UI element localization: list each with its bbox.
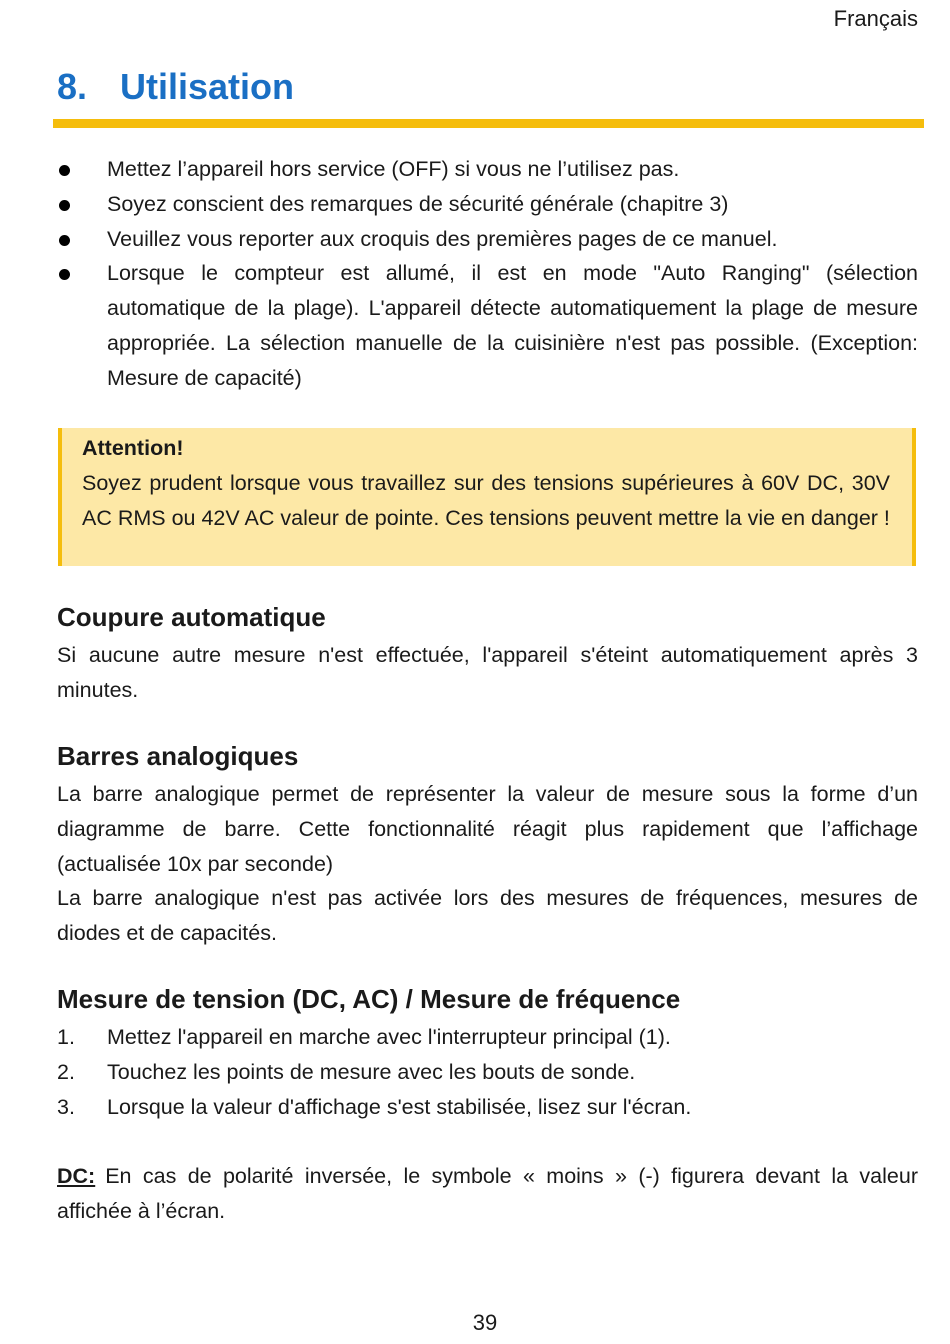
analog-bars-text-2: La barre analogique n'est pas activée lors des mesures de fréquences, mesures de diodes et de capacités. <box>57 886 918 946</box>
step-number: 3. <box>57 1094 75 1119</box>
voltage-heading: Mesure de tension (DC, AC) / Mesure de fréquence <box>57 984 681 1014</box>
title-underline <box>53 119 924 128</box>
chapter-title-text: Utilisation <box>120 66 295 107</box>
list-item <box>57 256 918 395</box>
step-number: 1. <box>57 1025 75 1049</box>
warning-box <box>58 428 916 566</box>
dc-note-paragraph <box>57 1159 918 1229</box>
analog-bars-heading: Barres analogiques <box>57 741 299 771</box>
usage-bullet-list <box>57 152 918 396</box>
warning-text: Soyez prudent lorsque vous travaillez sur des tensions supérieures à 60V DC, 30V AC RMS ou 42V AC valeur de pointe. Ces tensions peuvent mettre la vie en danger ! <box>82 470 890 530</box>
language-label: Français <box>833 6 918 31</box>
dc-label: DC: <box>57 1164 96 1188</box>
dc-note <box>57 1159 918 1229</box>
list-item-text: Soyez conscient des remarques de sécurité générale (chapitre 3) <box>107 191 729 216</box>
bullet-icon <box>59 235 70 246</box>
dc-note-text: En cas de polarité inversée, le symbole « moins » (-) figurera devant la valeur affichée à l’écran. <box>57 1164 918 1223</box>
list-item-text: Lorsque le compteur est allumé, il est en mode "Auto Ranging" (sélection automatique de la plage). L'appareil détecte automatiquement la plage de mesure appropriée. La sélection manuelle de la cuisinière n'est pas possible. (Exception: Mesure de capacité) <box>107 261 918 390</box>
analog-bars-section <box>57 777 918 951</box>
list-item <box>57 187 918 222</box>
bullet-icon <box>59 200 70 211</box>
list-item <box>57 1055 918 1090</box>
analog-bars-text-1: La barre analogique permet de représenter la valeur de mesure sous la forme d’un diagramme de barre. Cette fonctionnalité réagit plus rapidement que l’affichage (actualisée 10x par seconde) <box>57 782 918 876</box>
auto-off-heading: Coupure automatique <box>57 602 326 632</box>
list-item-text: Mettez l’appareil hors service (OFF) si vous ne l’utilisez pas. <box>107 157 680 181</box>
voltage-steps-list <box>57 1020 918 1124</box>
list-item <box>57 1090 918 1125</box>
chapter-title <box>57 66 294 108</box>
step-text: Lorsque la valeur d'affichage s'est stabilisée, lisez sur l'écran. <box>107 1094 692 1119</box>
auto-off-section <box>57 638 918 708</box>
list-item <box>57 152 918 187</box>
list-item <box>57 222 918 257</box>
page-number: 39 <box>472 1310 498 1335</box>
chapter-number: 8. <box>57 66 88 107</box>
auto-off-text: Si aucune autre mesure n'est effectuée, l'appareil s'éteint automatiquement après 3 minutes. <box>57 643 918 702</box>
step-text: Mettez l'appareil en marche avec l'interrupteur principal (1). <box>107 1025 671 1049</box>
step-text: Touchez les points de mesure avec les bouts de sonde. <box>107 1059 636 1084</box>
bullet-icon <box>59 165 70 176</box>
list-item <box>57 1020 918 1055</box>
bullet-icon <box>59 269 70 280</box>
list-item-text: Veuillez vous reporter aux croquis des premières pages de ce manuel. <box>107 226 778 251</box>
step-number: 2. <box>57 1059 75 1084</box>
warning-title: Attention! <box>82 436 184 460</box>
